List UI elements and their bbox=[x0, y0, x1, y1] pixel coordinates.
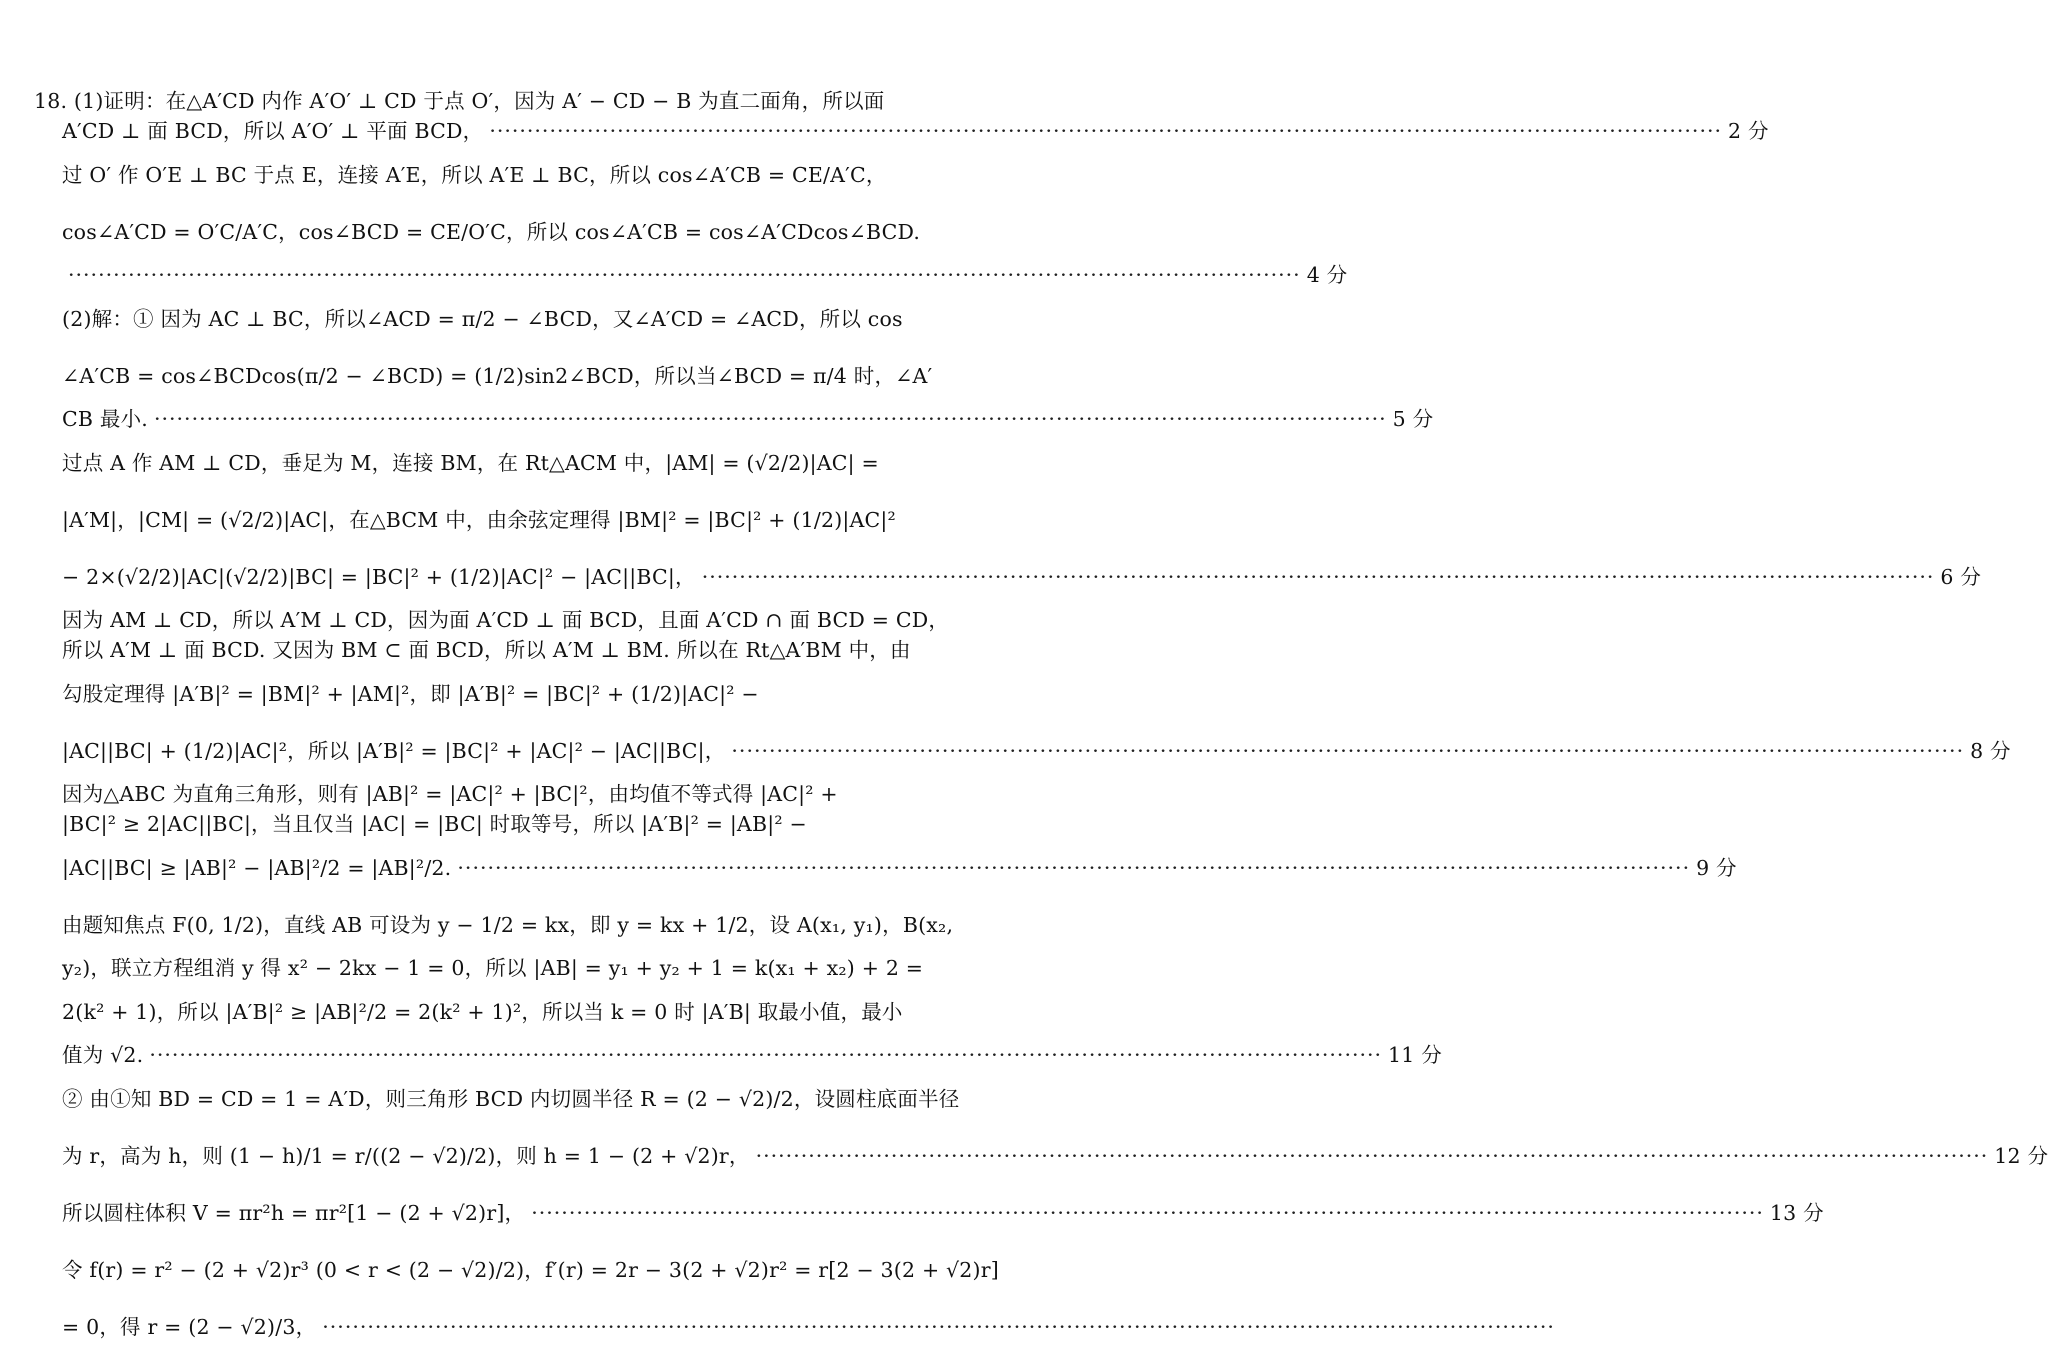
dot-leader bbox=[457, 841, 1690, 895]
scored-line bbox=[34, 724, 2011, 778]
score-label: 9 分 bbox=[1696, 856, 1737, 880]
scored-line bbox=[34, 841, 1737, 895]
text-line: 勾股定理得 |A′B|² = |BM|² + |AM|²，即 |A′B|² = |BC|² + (1/2)|AC|² − bbox=[62, 682, 759, 706]
score-label: 13 分 bbox=[1769, 1201, 1824, 1225]
text-line: (2)解：① 因为 AC ⊥ BC，所以∠ACD = π/2 − ∠BCD，又∠A′CD = ∠ACD，所以 cos bbox=[62, 307, 903, 331]
dot-leader bbox=[149, 1042, 1382, 1069]
scored-line bbox=[34, 550, 1982, 604]
score-label: 4 分 bbox=[1306, 263, 1348, 287]
dot-leader bbox=[731, 724, 1964, 778]
dot-leader bbox=[756, 1129, 1989, 1183]
dot-leader bbox=[531, 1186, 1764, 1240]
score-label: 6 分 bbox=[1940, 565, 1982, 589]
text-line: ∠A′CB = cos∠BCDcos(π/2 − ∠BCD) = (1/2)sin2∠BCD，所以当∠BCD = π/4 时，∠A′ bbox=[62, 364, 933, 388]
line-text: − 2×(√2/2)|AC|(√2/2)|BC| = |BC|² + (1/2)|AC|² − |AC||BC|， bbox=[62, 565, 696, 589]
dot-leader bbox=[489, 118, 1722, 145]
scored-line bbox=[34, 1186, 1824, 1240]
line-text: 值为 √2. bbox=[62, 1043, 144, 1067]
line-text: |AC||BC| ≥ |AB|² − |AB|²/2 = |AB|²/2. bbox=[62, 856, 452, 880]
text-line: 因为△ABC 为直角三角形，则有 |AB|² = |AC|² + |BC|²，由均值不等式得 |AC|² + bbox=[62, 782, 838, 806]
dot-leader bbox=[154, 406, 1387, 433]
text-line: 因为 AM ⊥ CD，所以 A′M ⊥ CD，因为面 A′CD ⊥ 面 BCD，且面 A′CD ∩ 面 BCD = CD， bbox=[62, 608, 950, 632]
line-text: |AC||BC| + (1/2)|AC|²，所以 |A′B|² = |BC|² + |AC|² − |AC||BC|， bbox=[62, 739, 726, 763]
text-line: 令 f(r) = r² − (2 + √2)r³ (0 < r < (2 − √2)/2)，f′(r) = 2r − 3(2 + √2)r² = r[2 − 3(2 + √2)r] bbox=[62, 1258, 999, 1282]
scored-line bbox=[34, 1129, 2048, 1183]
score-label: 11 分 bbox=[1388, 1043, 1442, 1067]
dot-leader bbox=[322, 1300, 1555, 1354]
score-label: 12 分 bbox=[1994, 1144, 2048, 1168]
text-line: y₂)，联立方程组消 y 得 x² − 2kx − 1 = 0，所以 |AB| = y₁ + y₂ + 1 = k(x₁ + x₂) + 2 = bbox=[62, 956, 924, 980]
score-label: 8 分 bbox=[1970, 739, 2011, 763]
line-text: = 0，得 r = (2 − √2)/3， bbox=[62, 1315, 317, 1339]
text-line: 18. (1)证明：在△A′CD 内作 A′O′ ⊥ CD 于点 O′，因为 A′ − CD − B 为直二面角，所以面 bbox=[34, 89, 885, 113]
text-line: 2(k² + 1)，所以 |A′B|² ≥ |AB|²/2 = 2(k² + 1)²，所以当 k = 0 时 |A′B| 取最小值，最小 bbox=[62, 1000, 903, 1024]
scored-line bbox=[34, 1300, 880, 1354]
line-text: A′CD ⊥ 面 BCD，所以 A′O′ ⊥ 平面 BCD， bbox=[62, 119, 484, 143]
dot-leader bbox=[68, 262, 1301, 289]
score-label: 2 分 bbox=[1728, 119, 1769, 143]
text-line: |A′M|，|CM| = (√2/2)|AC|，在△BCM 中，由余弦定理得 |BM|² = |BC|² + (1/2)|AC|² bbox=[62, 508, 896, 532]
scored-line bbox=[34, 1042, 1442, 1069]
dot-leader bbox=[702, 550, 1935, 604]
score-label: 5 分 bbox=[1392, 407, 1434, 431]
text-line: 过点 A 作 AM ⊥ CD，垂足为 M，连接 BM，在 Rt△ACM 中，|AM| = (√2/2)|AC| = bbox=[62, 451, 879, 475]
line-text: 所以圆柱体积 V = πr²h = πr²[1 − (2 + √2)r]， bbox=[62, 1201, 526, 1225]
scored-line bbox=[34, 118, 1769, 145]
text-line: 过 O′ 作 O′E ⊥ BC 于点 E，连接 A′E，所以 A′E ⊥ BC，所以 cos∠A′CB = CE/A′C， bbox=[62, 163, 887, 187]
text-line: ② 由①知 BD = CD = 1 = A′D，则三角形 BCD 内切圆半径 R = (2 − √2)/2，设圆柱底面半径 bbox=[62, 1087, 960, 1111]
text-line: |BC|² ≥ 2|AC||BC|，当且仅当 |AC| = |BC| 时取等号，所以 |A′B|² = |AB|² − bbox=[62, 812, 807, 836]
scored-line bbox=[34, 262, 1348, 289]
scored-line bbox=[34, 406, 1434, 433]
text-line: cos∠A′CD = O′C/A′C，cos∠BCD = CE/O′C，所以 cos∠A′CB = cos∠A′CDcos∠BCD. bbox=[62, 220, 921, 244]
text-line: 由题知焦点 F(0, 1/2)，直线 AB 可设为 y − 1/2 = kx，即 y = kx + 1/2，设 A(x₁, y₁)，B(x₂, bbox=[62, 913, 954, 937]
text-line: 所以 A′M ⊥ 面 BCD. 又因为 BM ⊂ 面 BCD，所以 A′M ⊥ BM. 所以在 Rt△A′BM 中，由 bbox=[62, 638, 911, 662]
line-text: CB 最小. bbox=[62, 407, 148, 431]
line-text: 为 r，高为 h，则 (1 − h)/1 = r/((2 − √2)/2)，则 h = 1 − (2 + √2)r， bbox=[62, 1144, 750, 1168]
